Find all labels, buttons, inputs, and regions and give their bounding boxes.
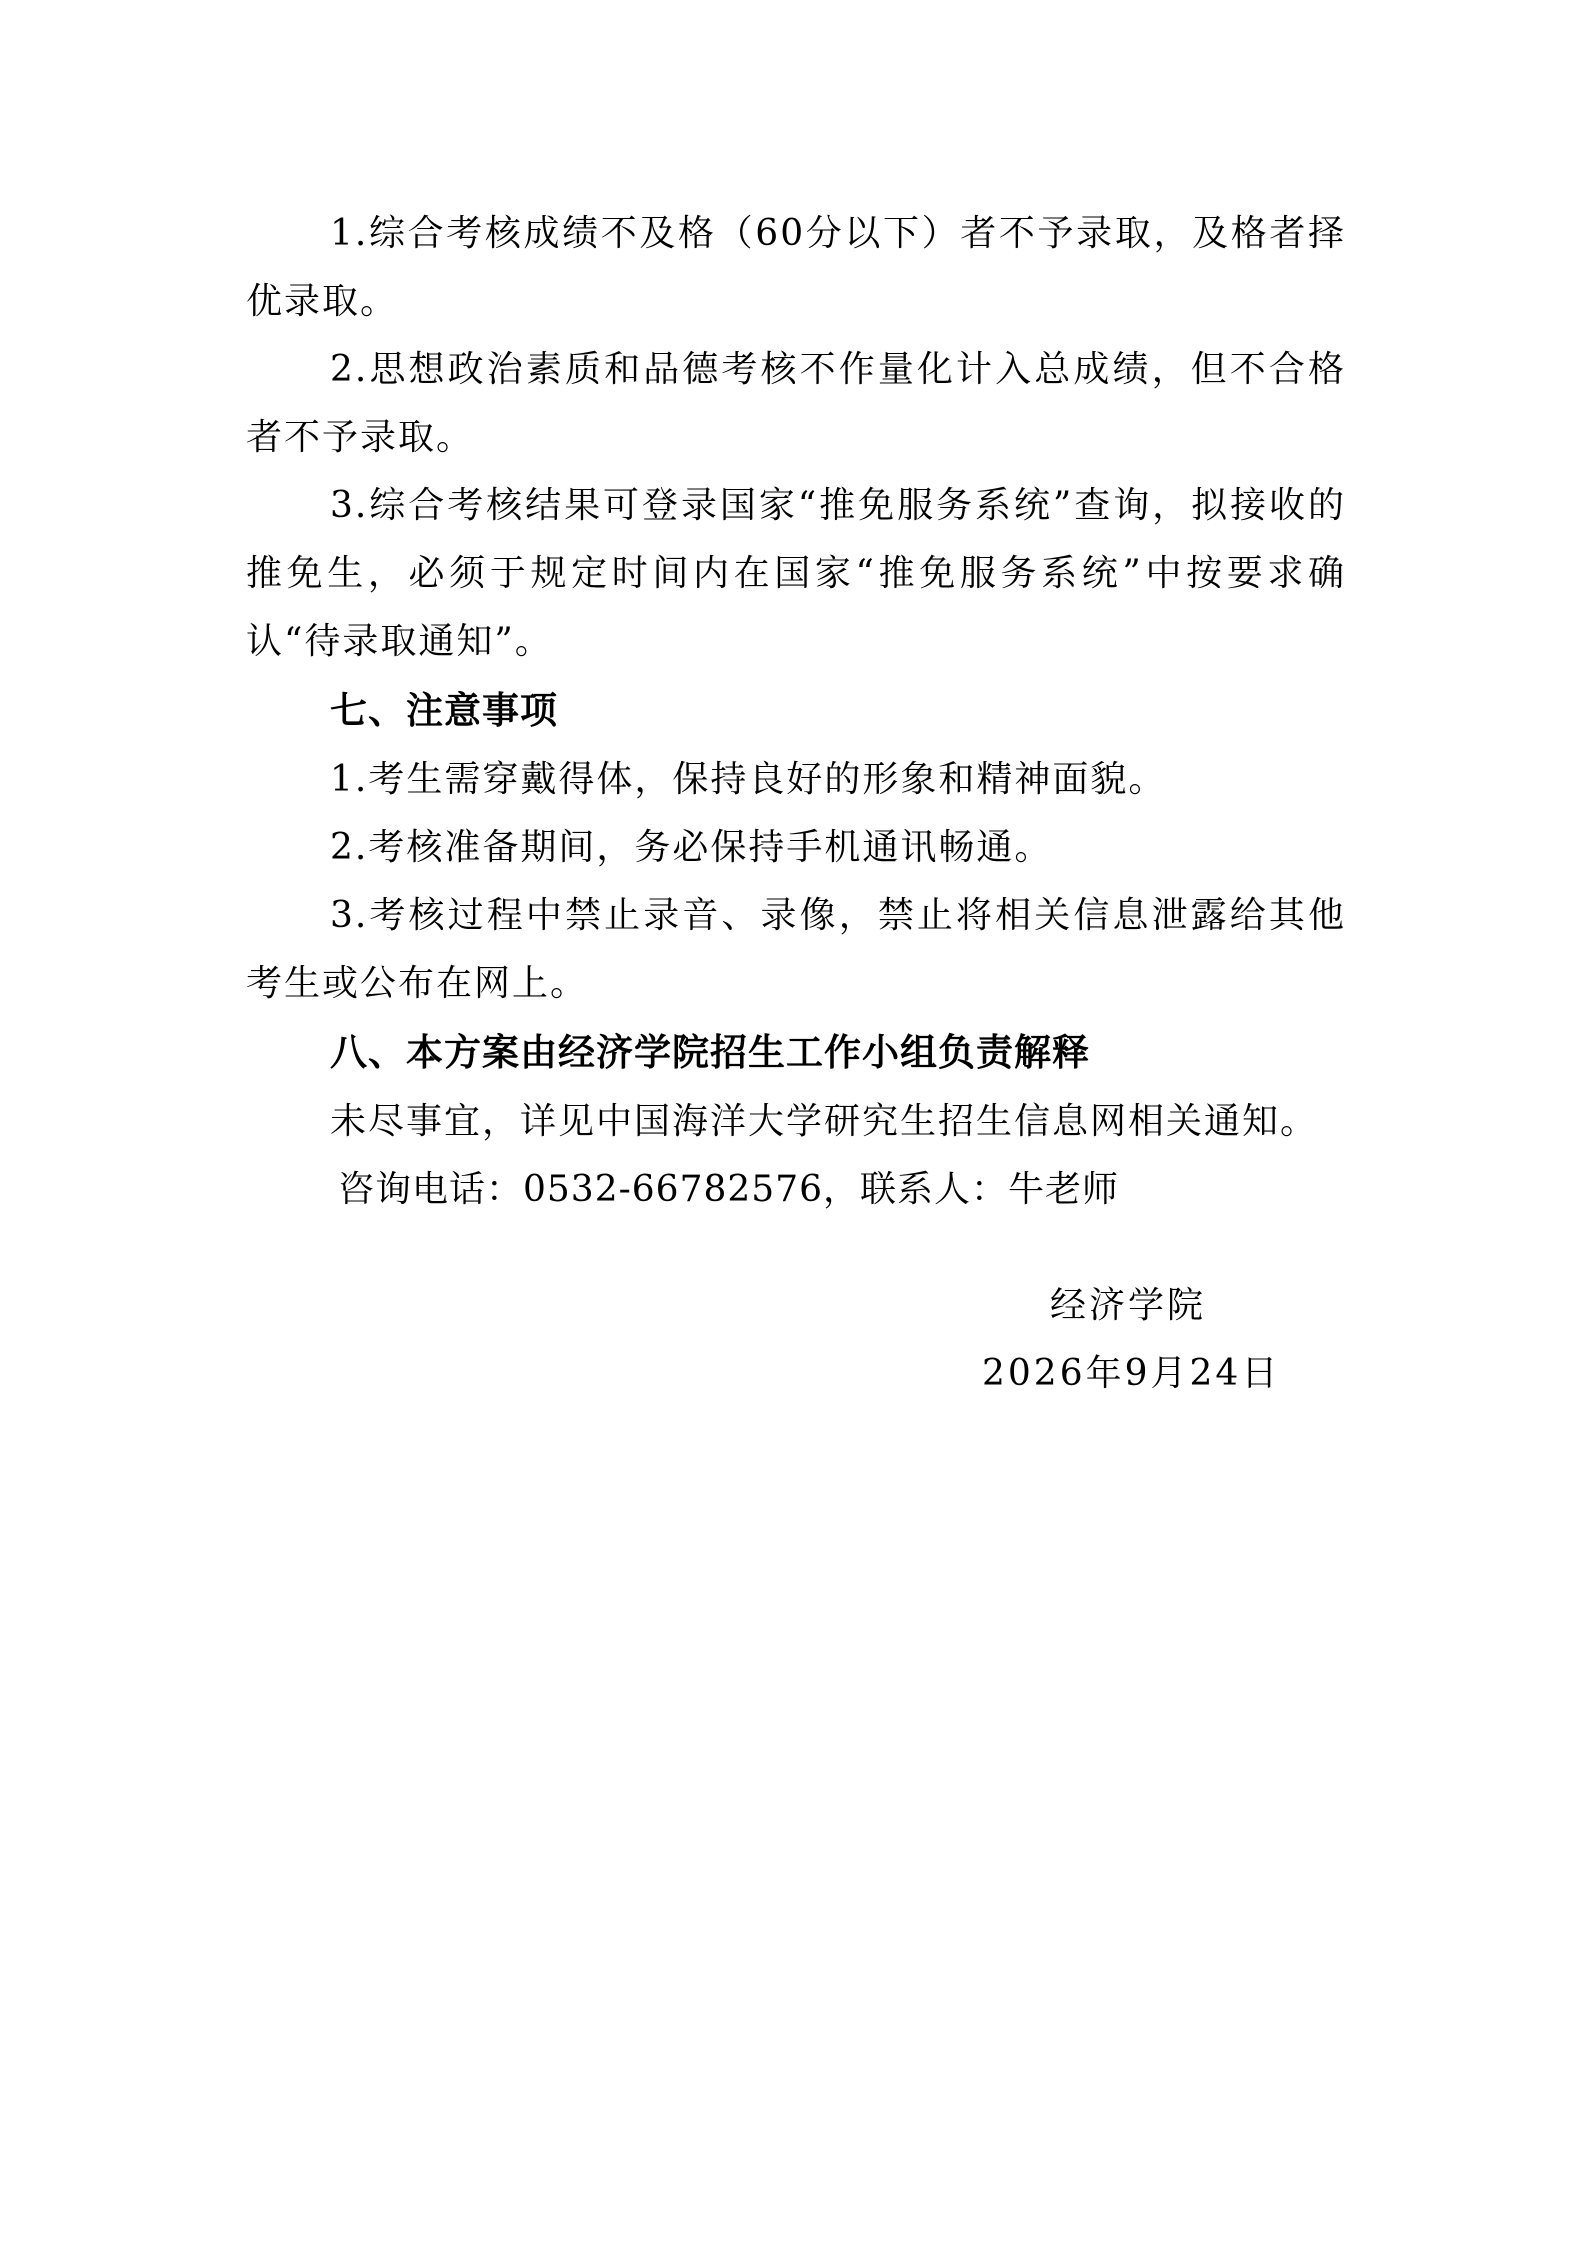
contact-line: 咨询电话：0532-66782576，联系人：牛老师	[338, 1169, 1120, 1210]
section-8-heading: 八、本方案由经济学院招生工作小组负责解释	[330, 1031, 1090, 1074]
notice-1-paragraph: 1.考生需穿戴得体，保持良好的形象和精神面貌。	[330, 759, 1167, 800]
signature-date: 2026年9月24日	[982, 1353, 1281, 1394]
other-matters-paragraph: 未尽事宜，详见中国海洋大学研究生招生信息网相关通知。	[330, 1101, 1319, 1142]
document-body	[246, 200, 1346, 1224]
item-3-paragraph: 3.综合考核结果可登录国家“推免服务系统”查询，拟接收的推免生，必须于规定时间内在国家“推免服务系统”中按要求确认“待录取通知”。	[246, 485, 1346, 662]
section-7-heading: 七、注意事项	[330, 689, 558, 732]
notice-2-paragraph: 2.考核准备期间，务必保持手机通讯畅通。	[330, 827, 1053, 868]
item-1-paragraph: 1.综合考核成绩不及格（60分以下）者不予录取，及格者择优录取。	[246, 213, 1346, 322]
notice-3-paragraph: 3.考核过程中禁止录音、录像，禁止将相关信息泄露给其他考生或公布在网上。	[246, 895, 1346, 1004]
signature-organization: 经济学院	[1050, 1285, 1207, 1326]
item-2-paragraph: 2.思想政治素质和品德考核不作量化计入总成绩，但不合格者不予录取。	[246, 349, 1346, 458]
